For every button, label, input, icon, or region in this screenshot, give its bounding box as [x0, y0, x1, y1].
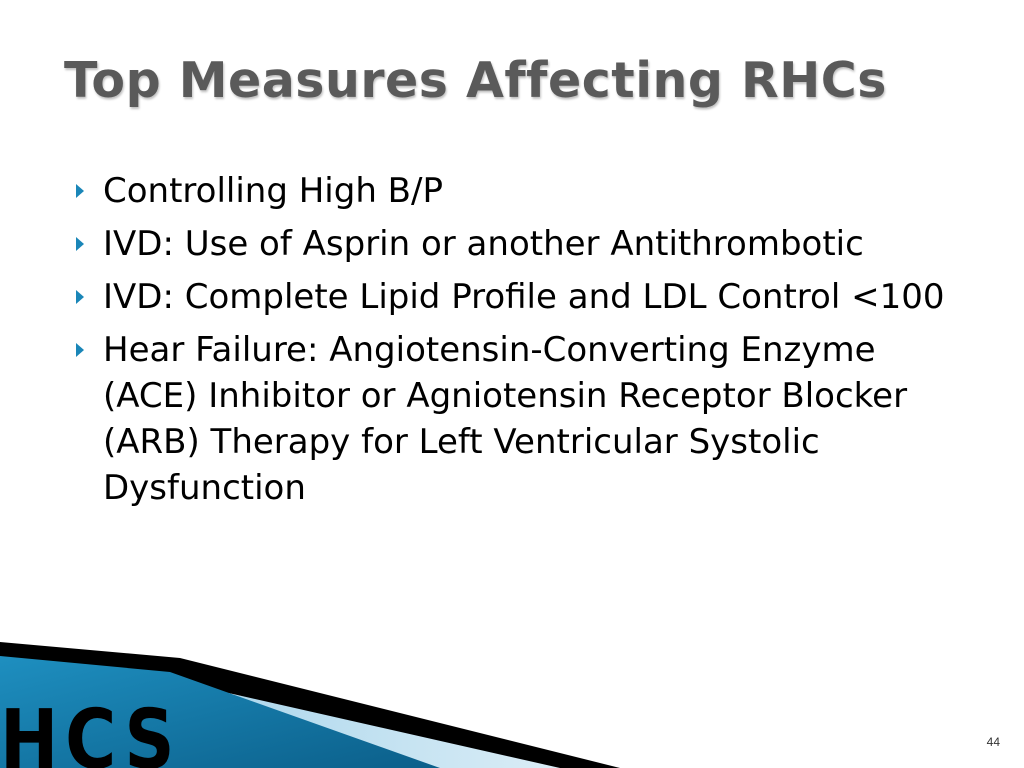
right-triangle-bullet-icon — [76, 343, 84, 357]
logo-text: HCS — [0, 691, 182, 768]
bullet-text: IVD: Complete Lipid Profile and LDL Control <100 — [103, 277, 945, 317]
footer-logo-banner — [0, 620, 620, 768]
right-triangle-bullet-icon — [76, 290, 84, 304]
slide-title: Top Measures Affecting RHCs — [64, 52, 887, 109]
hcs-logo-graphic — [0, 620, 620, 768]
right-triangle-bullet-icon — [76, 184, 84, 198]
right-triangle-bullet-icon — [76, 237, 84, 251]
bullet-text: Controlling High B/P — [103, 171, 443, 211]
bullet-text: Hear Failure: Angiotensin-Converting Enzyme (ACE) Inhibitor or Agniotensin Receptor Blocker (ARB) Therapy for Left Ventricular Systolic Dysfunction — [103, 330, 908, 508]
bullet-item — [72, 327, 972, 511]
bullet-list — [72, 168, 972, 518]
page-number: 44 — [986, 735, 1000, 749]
bullet-item — [72, 221, 972, 267]
bullet-item — [72, 274, 972, 320]
bullet-item — [72, 168, 972, 214]
bullet-text: IVD: Use of Asprin or another Antithrombotic — [103, 224, 864, 264]
